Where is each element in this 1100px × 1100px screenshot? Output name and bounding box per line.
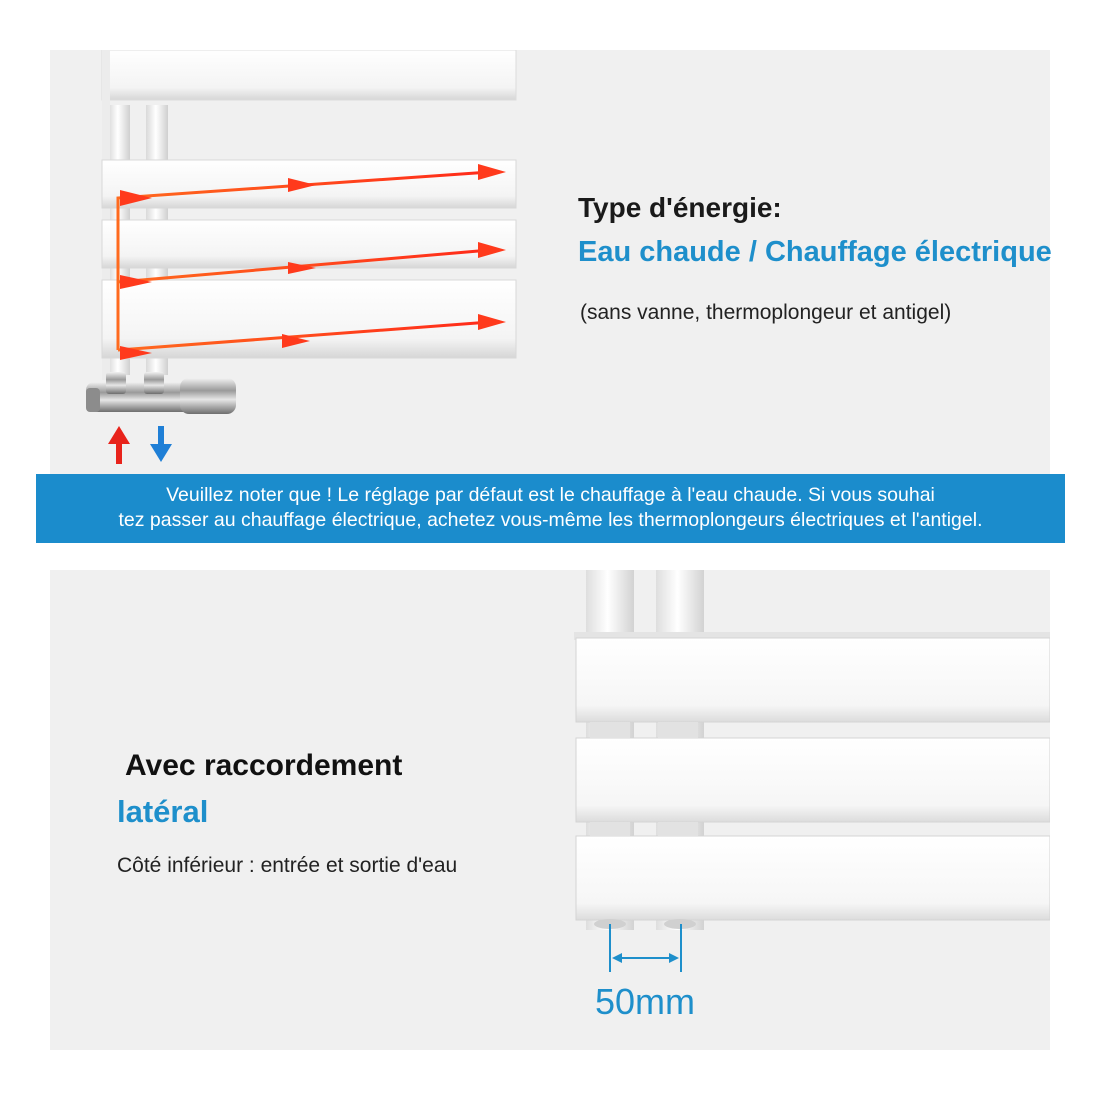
connection-panel xyxy=(50,570,1050,1050)
radiator-bar xyxy=(102,220,516,268)
connection-type: latéral xyxy=(117,794,209,829)
energy-type-heading: Type d'énergie: xyxy=(578,192,782,223)
water-inlet-arrow-icon xyxy=(108,426,130,464)
radiator-bar xyxy=(576,738,1050,822)
dimension-arrow-icon xyxy=(610,924,681,972)
dimension-label: 50mm xyxy=(595,981,696,1022)
connection-note: Côté inférieur : entrée et sortie d'eau xyxy=(117,854,458,877)
radiator-bar xyxy=(576,638,1050,722)
energy-type-note: (sans vanne, thermoplongeur et antigel) xyxy=(580,301,952,324)
radiator-flow-illustration xyxy=(50,50,610,475)
valve-fitting xyxy=(86,372,236,414)
energy-panel xyxy=(50,50,1050,475)
notice-line: tez passer au chauffage électrique, achetez vous-même les thermoplongeurs électriques et l'antigel. xyxy=(118,509,983,531)
energy-type-values: Eau chaude / Chauffage électrique xyxy=(578,236,1052,268)
notice-line: Veuillez noter que ! Le réglage par défaut est le chauffage à l'eau chaude. Si vous souhai xyxy=(166,484,935,506)
radiator-bar xyxy=(576,836,1050,920)
notice-banner xyxy=(36,474,1065,543)
water-outlet-arrow-icon xyxy=(150,426,172,462)
connection-heading: Avec raccordement xyxy=(125,749,403,782)
radiator-top-bar xyxy=(102,50,516,100)
